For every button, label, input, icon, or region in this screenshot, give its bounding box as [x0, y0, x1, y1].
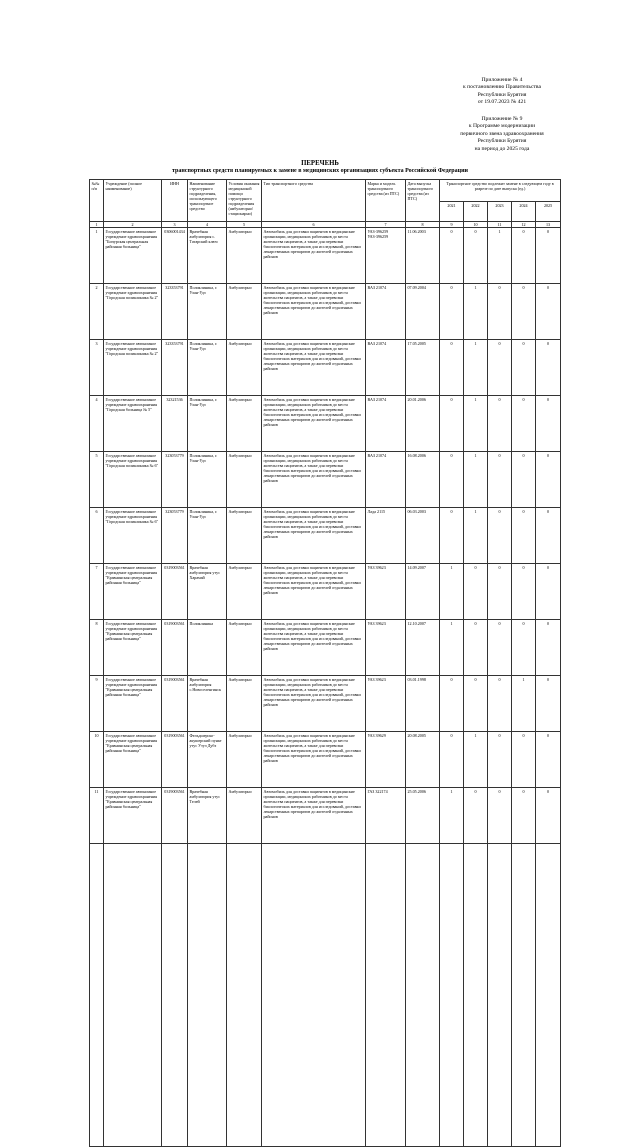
care-condition: Амбулаторно — [227, 340, 262, 396]
column-number: 4 — [188, 222, 227, 228]
vehicle-type: Автомобиль для доставки пациентов в медицинские организации, медицинских работников до места жительства пациентов, а также для перевозки биологических материалов для исследований, доставки лекарственных препаратов до жителей отдаленных районов — [262, 340, 366, 396]
count-2025: 0 — [536, 620, 561, 676]
document-title: ПЕРЕЧЕНЬ — [301, 160, 339, 167]
inn-value: 0319003561 — [162, 732, 188, 788]
unit-name: Врачебная амбулатория утус Телей — [188, 788, 227, 844]
column-number: 13 — [536, 222, 561, 228]
institution-name: Государственное автономное учреждение здравоохранения "Городская поликлиника № 6" — [104, 452, 162, 508]
vehicle-model: ВАЗ 21074 — [366, 452, 406, 508]
count-2025: 0 — [536, 732, 561, 788]
vehicle-type: Автомобиль для доставки пациентов в медицинские организации, медицинских работников до места жительства пациентов, а также для перевозки биологических материалов для исследований, доставки лекарственных препаратов до жителей отдаленных районов — [262, 732, 366, 788]
release-date: 07.09.2004 — [406, 284, 440, 340]
count-2023: 0 — [488, 564, 512, 620]
unit-name: Врачебная амбулатория утус Харамай — [188, 564, 227, 620]
inn-value: 0319003561 — [162, 788, 188, 844]
col-header-model: Марка и модель транспортного средства (из ПТС) — [366, 180, 406, 222]
count-2024: 0 — [512, 452, 536, 508]
count-2022: 0 — [464, 620, 488, 676]
count-2023: 0 — [488, 788, 512, 844]
vehicle-type: Автомобиль для доставки пациентов в медицинские организации, медицинских работников до места жительства пациентов, а также для перевозки биологических материалов для исследований, доставки лекарственных препаратов до жителей отдаленных районов — [262, 452, 366, 508]
appendix-main-line: к постановлению Правительства — [463, 84, 541, 91]
count-2024: 0 — [512, 788, 536, 844]
release-date: 25.05.2006 — [406, 788, 440, 844]
col-header-inn: ИНН — [162, 180, 188, 222]
count-2025: 0 — [536, 284, 561, 340]
care-condition: Амбулаторно — [227, 396, 262, 452]
count-2021: 0 — [440, 228, 464, 284]
vehicle-type: Автомобиль для доставки пациентов в медицинские организации, медицинских работников до места жительства пациентов, а также для перевозки биологических материалов для исследований, доставки лекарственных препаратов до жителей отдаленных районов — [262, 284, 366, 340]
column-number: 6 — [262, 222, 366, 228]
appendix-program-line: Республики Бурятия — [477, 138, 527, 145]
care-condition: Амбулаторно — [227, 676, 262, 732]
count-2021: 0 — [440, 284, 464, 340]
institution-name: Государственное автономное учреждение здравоохранения "Городская поликлиника № 6" — [104, 508, 162, 564]
unit-name: Врачебная амбулатория с. Татарский ключ — [188, 228, 227, 284]
count-2025: 0 — [536, 676, 561, 732]
vehicle-type: Автомобиль для доставки пациентов в медицинские организации, медицинских работников до места жительства пациентов, а также для перевозки биологических материалов для исследований, доставки лекарственных препаратов до жителей отдаленных районов — [262, 788, 366, 844]
count-2024: 0 — [512, 284, 536, 340]
release-date: 20.08.2005 — [406, 732, 440, 788]
column-number: 7 — [366, 222, 406, 228]
release-date: 12.10.2007 — [406, 620, 440, 676]
table-row — [90, 452, 561, 508]
table-row — [90, 228, 561, 284]
row-number: 3 — [90, 340, 104, 396]
count-2022: 0 — [464, 228, 488, 284]
vehicle-model: УАЗ 39623 — [366, 620, 406, 676]
unit-name: Врачебная амбулатория с.Новоселенгинск — [188, 676, 227, 732]
table-row — [90, 508, 561, 564]
col-header-date: Дата выпуска транспортного средства (из ПТС) — [406, 180, 440, 222]
appendix-program-line: первичного звена здравоохранения — [460, 130, 544, 137]
institution-name: Государственное автономное учреждение здравоохранения "Еравнинская центральная районная больница" — [104, 564, 162, 620]
institution-name: Государственное автономное учреждение здравоохранения "Городская поликлиника № 2" — [104, 340, 162, 396]
vehicle-model: УАЗ 39623 — [366, 676, 406, 732]
col-header-year: 2023 — [488, 202, 512, 222]
release-date: 20.01.2006 — [406, 396, 440, 452]
unit-name: Поликлиника, г. Улан-Удэ — [188, 452, 227, 508]
row-number: 9 — [90, 676, 104, 732]
count-2022: 1 — [464, 452, 488, 508]
inn-value: 0319003561 — [162, 676, 188, 732]
vehicle-table — [89, 179, 561, 1147]
institution-name: Государственное автономное учреждение здравоохранения "Еравнинская центральная районная больница" — [104, 676, 162, 732]
unit-name: Поликлиника, г. Улан-Удэ — [188, 396, 227, 452]
inn-value: 0306001434 — [162, 228, 188, 284]
care-condition: Амбулаторно — [227, 788, 262, 844]
unit-name: Поликлиника, г. Улан-Удэ — [188, 284, 227, 340]
count-2024: 0 — [512, 228, 536, 284]
column-number: 5 — [227, 222, 262, 228]
unit-name: Поликлиника — [188, 620, 227, 676]
inn-value: 0319003561 — [162, 620, 188, 676]
count-2025: 0 — [536, 452, 561, 508]
count-2022: 1 — [464, 732, 488, 788]
care-condition: Амбулаторно — [227, 228, 262, 284]
row-number: 11 — [90, 788, 104, 844]
column-number: 1 — [90, 222, 104, 228]
count-2023: 0 — [488, 284, 512, 340]
table-row — [90, 788, 561, 844]
empty-table-area — [90, 844, 561, 1147]
vehicle-model: ВАЗ 21074 — [366, 396, 406, 452]
inn-value: 323353791 — [162, 284, 188, 340]
care-condition: Амбулаторно — [227, 452, 262, 508]
unit-name: Поликлиника, г. Улан-Удэ — [188, 508, 227, 564]
table-row — [90, 340, 561, 396]
count-2025: 0 — [536, 788, 561, 844]
count-2022: 0 — [464, 676, 488, 732]
count-2022: 1 — [464, 396, 488, 452]
vehicle-model: ВАЗ 21074 — [366, 284, 406, 340]
unit-name: Поликлиника, г. Улан-Удэ — [188, 340, 227, 396]
vehicle-type: Автомобиль для доставки пациентов в медицинские организации, медицинских работников до места жительства пациентов, а также для перевозки биологических материалов для исследований, доставки лекарственных препаратов до жителей отдаленных районов — [262, 620, 366, 676]
row-number: 1 — [90, 228, 104, 284]
appendix-program-line: на период до 2025 года — [474, 145, 530, 152]
vehicle-model: УАЗ-396259 УАЗ-396259 — [366, 228, 406, 284]
inn-value: 323053779 — [162, 508, 188, 564]
count-2024: 0 — [512, 620, 536, 676]
release-date: 03.01.1998 — [406, 676, 440, 732]
col-header-condition: Условия оказания медицинской помощи структурного подразделения (амбулаторно/ стационарно) — [227, 180, 262, 222]
release-date: 06.03.2003 — [406, 508, 440, 564]
institution-name: Государственное автономное учреждение здравоохранения "Еравнинская центральная районная больница" — [104, 788, 162, 844]
count-2025: 0 — [536, 228, 561, 284]
row-number: 4 — [90, 396, 104, 452]
col-header-institution: Учреждение (полное наименование) — [104, 180, 162, 222]
row-number: 10 — [90, 732, 104, 788]
column-number: 3 — [162, 222, 188, 228]
inn-value: 32321536 — [162, 396, 188, 452]
care-condition: Амбулаторно — [227, 620, 262, 676]
column-number: 9 — [440, 222, 464, 228]
column-number: 8 — [406, 222, 440, 228]
vehicle-type: Автомобиль для доставки пациентов в медицинские организации, медицинских работников до места жительства пациентов, а также для перевозки биологических материалов для исследований, доставки лекарственных препаратов до жителей отдаленных районов — [262, 396, 366, 452]
institution-name: Государственное автономное учреждение здравоохранения "Бичурская центральная районная больница" — [104, 228, 162, 284]
column-number: 11 — [488, 222, 512, 228]
vehicle-type: Автомобиль для доставки пациентов в медицинские организации, медицинских работников до места жительства пациентов, а также для перевозки биологических материалов для исследований, доставки лекарственных препаратов до жителей отдаленных районов — [262, 676, 366, 732]
release-date: 14.09.2007 — [406, 564, 440, 620]
count-2023: 0 — [488, 508, 512, 564]
row-number: 7 — [90, 564, 104, 620]
count-2024: 0 — [512, 396, 536, 452]
institution-name: Государственное автономное учреждение здравоохранения "Городская больница № 5" — [104, 396, 162, 452]
appendix-main-line: Республики Бурятия — [477, 91, 527, 98]
col-header-replace-group: Транспортное средство подлежит замене в следующем году в разрезе по дате выпуска (ед.) — [440, 180, 561, 202]
appendix-main-header — [414, 77, 590, 107]
col-header-num: №№ п/п — [90, 180, 104, 222]
vehicle-model: УАЗ 39629 — [366, 732, 406, 788]
table-row — [90, 732, 561, 788]
row-number: 6 — [90, 508, 104, 564]
inn-value: 323053779 — [162, 452, 188, 508]
count-2021: 1 — [440, 620, 464, 676]
unit-name: Фельдшерско-акушерский пункт утус Утуэ Дубэ — [188, 732, 227, 788]
table-row — [90, 620, 561, 676]
count-2021: 0 — [440, 676, 464, 732]
row-number: 5 — [90, 452, 104, 508]
care-condition: Амбулаторно — [227, 284, 262, 340]
count-2023: 0 — [488, 732, 512, 788]
count-2022: 0 — [464, 564, 488, 620]
count-2021: 0 — [440, 340, 464, 396]
row-number: 8 — [90, 620, 104, 676]
column-number: 12 — [512, 222, 536, 228]
count-2024: 0 — [512, 508, 536, 564]
count-2021: 1 — [440, 564, 464, 620]
inn-value: 323353791 — [162, 340, 188, 396]
count-2022: 1 — [464, 508, 488, 564]
col-header-year: 2022 — [464, 202, 488, 222]
count-2024: 0 — [512, 340, 536, 396]
document-subtitle: транспортных средств планируемых к замене в медицинских организациях субъекта Российской Федерации — [171, 168, 469, 174]
appendix-main-line: Приложение № 4 — [481, 77, 523, 83]
table-row — [90, 564, 561, 620]
inn-value: 0319003561 — [162, 564, 188, 620]
count-2025: 0 — [536, 508, 561, 564]
release-date: 16.08.2006 — [406, 452, 440, 508]
count-2023: 1 — [488, 228, 512, 284]
count-2023: 0 — [488, 676, 512, 732]
col-header-year: 2021 — [440, 202, 464, 222]
table-row — [90, 676, 561, 732]
appendix-program-header — [414, 116, 590, 153]
release-date: 17.05.2005 — [406, 340, 440, 396]
care-condition: Амбулаторно — [227, 564, 262, 620]
release-date: 11.06.2003 — [406, 228, 440, 284]
count-2024: 0 — [512, 732, 536, 788]
count-2021: 0 — [440, 396, 464, 452]
vehicle-type: Автомобиль для доставки пациентов в медицинские организации, медицинских работников до места жительства пациентов, а также для перевозки биологических материалов для исследований, доставки лекарственных препаратов до жителей отдаленных районов — [262, 508, 366, 564]
column-number: 10 — [464, 222, 488, 228]
care-condition: Амбулаторно — [227, 732, 262, 788]
table-row — [90, 284, 561, 340]
col-header-type: Тип транспортного средства — [262, 180, 366, 222]
count-2024: 0 — [512, 564, 536, 620]
count-2021: 0 — [440, 732, 464, 788]
table-row — [90, 396, 561, 452]
care-condition: Амбулаторно — [227, 508, 262, 564]
count-2023: 0 — [488, 396, 512, 452]
count-2025: 0 — [536, 340, 561, 396]
count-2021: 0 — [440, 508, 464, 564]
vehicle-model: УАЗ 39623 — [366, 564, 406, 620]
col-header-year: 2024 — [512, 202, 536, 222]
count-2025: 0 — [536, 564, 561, 620]
appendix-main-line: от 19.07.2023 № 421 — [477, 99, 527, 106]
count-2023: 0 — [488, 340, 512, 396]
col-header-unit: Наименование структурного подразделения, использующего транспортное средство — [188, 180, 227, 222]
vehicle-type: Автомобиль для доставки пациентов в медицинские организации, медицинских работников до места жительства пациентов, а также для перевозки биологических материалов для исследований, доставки лекарственных препаратов до жителей отдаленных районов — [262, 228, 366, 284]
count-2022: 0 — [464, 788, 488, 844]
row-number: 2 — [90, 284, 104, 340]
column-number: 2 — [104, 222, 162, 228]
vehicle-model: Лада 2115 — [366, 508, 406, 564]
count-2022: 1 — [464, 340, 488, 396]
count-2025: 0 — [536, 396, 561, 452]
count-2024: 1 — [512, 676, 536, 732]
vehicle-model: ГАЗ 322174 — [366, 788, 406, 844]
vehicle-model: ВАЗ 21074 — [366, 340, 406, 396]
institution-name: Государственное автономное учреждение здравоохранения "Городская поликлиника № 2" — [104, 284, 162, 340]
institution-name: Государственное автономное учреждение здравоохранения "Еравнинская центральная районная больница" — [104, 620, 162, 676]
vehicle-type: Автомобиль для доставки пациентов в медицинские организации, медицинских работников до места жительства пациентов, а также для перевозки биологических материалов для исследований, доставки лекарственных препаратов до жителей отдаленных районов — [262, 564, 366, 620]
count-2023: 0 — [488, 620, 512, 676]
institution-name: Государственное автономное учреждение здравоохранения "Еравнинская центральная районная больница" — [104, 732, 162, 788]
count-2021: 0 — [440, 452, 464, 508]
col-header-year: 2025 — [536, 202, 561, 222]
count-2023: 0 — [488, 452, 512, 508]
appendix-program-line: к Программе модернизации — [468, 123, 536, 130]
count-2021: 1 — [440, 788, 464, 844]
appendix-program-line: Приложение № 9 — [481, 116, 523, 122]
count-2022: 1 — [464, 284, 488, 340]
